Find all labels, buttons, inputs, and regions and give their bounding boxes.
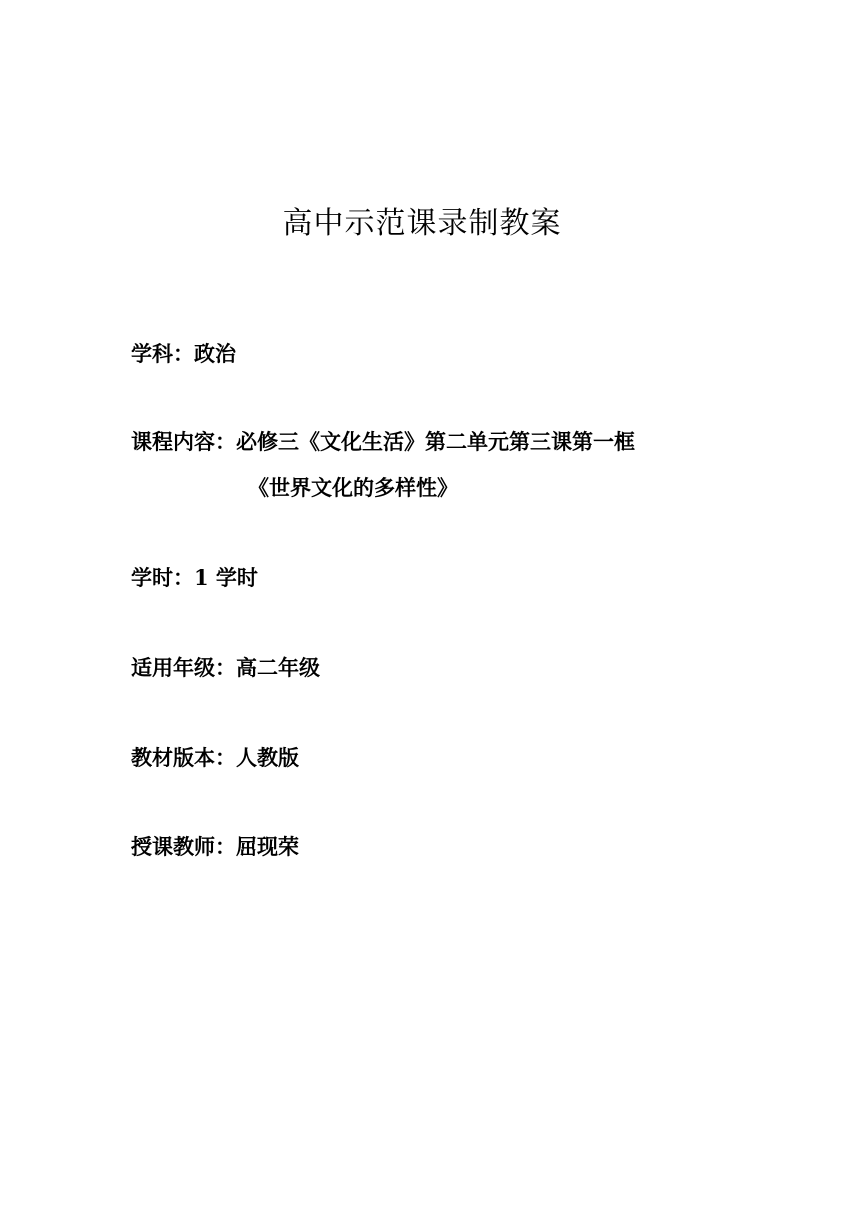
course-content-field [131,427,635,457]
course-content-value-continued: 《世界文化的多样性》 [248,475,458,500]
course-content-value: 必修三《文化生活》第二单元第三课第一框 [236,429,635,454]
grade-field [131,653,320,683]
teacher-field [131,832,299,862]
course-content-label: 课程内容： [131,429,236,454]
textbook-edition-label: 教材版本： [131,745,236,770]
class-hours-label: 学时： [131,565,194,590]
textbook-edition-field [131,743,299,773]
grade-label: 适用年级： [131,655,236,680]
subject-label: 学科： [131,341,194,366]
textbook-edition-value: 人教版 [236,745,299,770]
page-title: 高中示范课录制教案 [282,206,562,241]
subject-field [131,339,236,369]
class-hours-field [131,563,258,593]
teacher-label: 授课教师： [131,834,236,859]
class-hours-value: 1 学时 [194,565,258,590]
subject-value: 政治 [194,341,236,366]
grade-value: 高二年级 [236,655,320,680]
teacher-value: 屈现荣 [236,834,299,859]
